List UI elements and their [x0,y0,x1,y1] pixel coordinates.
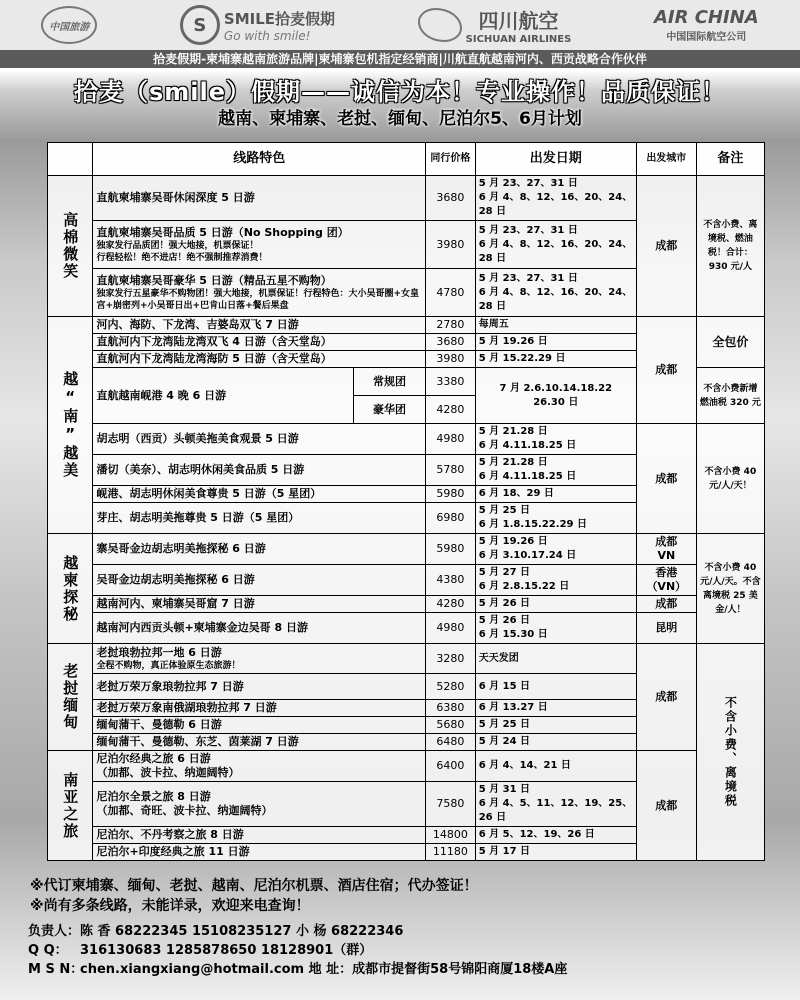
route-cell [93,455,426,486]
china-tourism-logo [41,6,97,44]
air-china-logo [654,7,759,43]
route-cell [93,751,426,782]
price-cell: 6400 [426,751,476,782]
remark-cell: 全包价 [696,317,764,368]
route-cell [93,717,426,734]
smile-s-icon: S [180,5,220,45]
region-khmer: 高棉微笑 [48,176,93,317]
header-remark: 备注 [696,143,764,176]
table-row [48,424,765,455]
dates-cell: 5 月 23、27、31 日 6 月 4、8、12、16、20、24、28 日 [475,221,636,269]
contact-msn-label: M S N： [28,962,84,977]
dates-cell: 6 月 18、29 日 [475,486,636,503]
table-row [48,176,765,221]
dates-cell: 5 月 21.28 日 6 月 4.11.18.25 日 [475,455,636,486]
dates-cell: 7 月 2.6.10.14.18.22 26.30 日 [475,368,636,424]
tier-cell: 豪华团 [353,396,425,424]
price-cell: 5980 [426,534,476,565]
route-cell [93,844,426,861]
price-cell: 4980 [426,424,476,455]
route-name: 直航越南岘港 4 晚 6 日游 [96,388,227,402]
dates-cell: 5 月 25 日 [475,717,636,734]
route-cell [93,317,426,334]
dates-cell: 5 月 25 日 6 月 1.8.15.22.29 日 [475,503,636,534]
air-china-cn: 中国国际航空公司 [666,32,747,43]
city-cell: 成都 [636,424,696,534]
price-cell: 5780 [426,455,476,486]
sichuan-airlines-bird-icon [418,8,462,42]
route-cell [93,269,426,317]
price-cell: 14800 [426,827,476,844]
contact-qq-label: Q Q： [28,943,68,958]
route-name: 寨吴哥金边胡志明美拖探秘 6 日游 [96,542,266,555]
sichuan-airlines-name: 四川航空 [478,9,559,33]
route-name: 老挝万荣万象琅勃拉邦 7 日游 [96,679,244,693]
route-note: 全程不购物，真正体验原生态旅游！ [96,660,241,671]
dates-cell: 每周五 [475,317,636,334]
price-cell: 4380 [426,565,476,596]
route-cell [93,503,426,534]
table-row [48,565,765,596]
dates-cell: 5 月 26 日 6 月 15.30 日 [475,613,636,644]
city-cell: 成都 [636,751,696,861]
route-name: 潘切（美奈）、胡志明休闲美食品质 5 日游 [96,463,305,476]
dates-cell: 5 月 19.26 日 6 月 3.10.17.24 日 [475,534,636,565]
header-region [48,143,93,176]
table-row [48,534,765,565]
remark-cell: 不含小费新增燃油税 320 元 [696,368,764,424]
tier-cell: 常规团 [353,368,425,396]
headline: 拾麦（smile）假期——诚信为本！专业操作！品质保证！ [73,78,727,106]
city-cell: 成都 [636,176,696,317]
partner-bar: 拾麦假期-柬埔寨越南旅游品牌|柬埔寨包机指定经销商|川航直航越南河内、西贡战略合作伙伴 [0,50,800,68]
contact-block [28,922,798,979]
price-cell: 4280 [426,396,476,424]
route-cell [93,700,426,717]
city-cell: 成都 [636,596,696,613]
table-row [48,644,765,674]
route-name: 老挝万荣万象南俄湖琅勃拉邦 7 日游 [96,701,277,714]
smile-holiday-name: SMILE拾麦假期 [223,9,336,28]
footer-line-1: ※代订柬埔寨、缅甸、老挝、越南、尼泊尔机票、酒店住宿；代办签证！ [30,878,478,894]
dates-cell: 6 月 4、14、21 日 [475,751,636,782]
route-name: 越南河内、柬埔寨吴哥窟 7 日游 [96,597,255,610]
price-cell: 3680 [426,176,476,221]
dates-cell: 5 月 27 日 6 月 2.8.15.22 日 [475,565,636,596]
subheadline: 越南、柬埔寨、老挝、缅甸、尼泊尔5、6月计划 [218,109,582,129]
price-cell: 3980 [426,351,476,368]
city-cell: 成都 VN [636,534,696,565]
contact-msn-row [28,960,798,979]
route-name: 尼泊尔全景之旅 8 日游 （加都、奇旺、波卡拉、纳迦阔特） [96,790,273,817]
price-cell: 4780 [426,269,476,317]
header-route: 线路特色 [93,143,426,176]
price-cell: 5680 [426,717,476,734]
route-name: 缅甸蒲干、曼德勒、东芝、茵莱湖 7 日游 [96,735,299,748]
dates-cell: 5 月 23、27、31 日 6 月 4、8、12、16、20、24、28 日 [475,269,636,317]
air-china-name: AIR CHINA [653,7,759,28]
region-vn-kh: 越柬探秘 [48,534,93,644]
remark-cell: 不含小费 40 元/人/天！ [696,424,764,534]
route-name: 缅甸蒲干、曼德勒 6 日游 [96,718,222,731]
price-cell: 3680 [426,334,476,351]
header-dates: 出发日期 [475,143,636,176]
route-cell [93,534,426,565]
sichuan-airlines-en: SICHUAN AIRLINES [465,34,572,45]
city-cell: 昆明 [636,613,696,644]
price-cell: 5980 [426,486,476,503]
route-name: 直航柬埔寨吴哥休闲深度 5 日游 [96,191,255,204]
route-cell [93,674,426,700]
route-name: 直航柬埔寨吴哥豪华 5 日游（精品五星不购物） [96,273,332,287]
route-cell [93,221,426,269]
route-name: 直航柬埔寨吴哥品质 5 日游（No Shopping 团） [96,225,349,239]
route-name: 直航河内下龙湾陆龙湾海防 5 日游（含天堂岛） [96,352,332,365]
price-cell: 7580 [426,782,476,827]
table-row [48,751,765,782]
contact-person-row [28,922,798,941]
price-cell: 6480 [426,734,476,751]
smile-holiday-tagline: Go with smile! [223,28,311,43]
price-cell: 6980 [426,503,476,534]
route-name: 尼泊尔、不丹考察之旅 8 日游 [96,828,244,841]
contact-qq-value: 316130683 1285878650 18128901（群） [80,943,373,958]
route-cell [93,334,426,351]
city-cell: 成都 [636,644,696,751]
contact-qq-row [28,941,798,960]
footer-line-2: ※尚有多条线路，未能详录，欢迎来电查询！ [30,898,310,914]
route-name: 越南河内西贡头顿+柬埔寨金边吴哥 8 日游 [96,621,308,634]
city-cell: 成都 [636,317,696,424]
header-city: 出发城市 [636,143,696,176]
dates-cell: 5 月 26 日 [475,596,636,613]
dates-cell: 天天发团 [475,644,636,674]
contact-msn-value: chen.xiangxiang@hotmail.com 地 址：成都市提督街58号锦阳商厦18楼A座 [80,962,568,977]
china-tourism-logo-icon: 中国旅游 [41,6,97,44]
tour-table [47,142,765,861]
dates-cell: 5 月 21.28 日 6 月 4.11.18.25 日 [475,424,636,455]
dates-cell: 6 月 15 日 [475,674,636,700]
table-row [48,613,765,644]
dates-cell: 5 月 19.26 日 [475,334,636,351]
header-price: 同行价格 [426,143,476,176]
route-name: 直航河内下龙湾陆龙湾双飞 4 日游（含天堂岛） [96,335,332,348]
dates-cell: 6 月 13.27 日 [475,700,636,717]
price-cell: 3380 [426,368,476,396]
route-name: 芽庄、胡志明美拖尊贵 5 日游（5 星团） [96,511,300,524]
route-name: 老挝琅勃拉邦一地 6 日游 [96,645,222,659]
route-name: 尼泊尔经典之旅 6 日游 （加都、波卡拉、纳迦阔特） [96,752,240,779]
table-row [48,317,765,334]
dates-cell: 5 月 15.22.29 日 [475,351,636,368]
route-cell [93,368,353,424]
sichuan-airlines-logo [418,5,572,45]
table-header-row [48,143,765,176]
price-cell: 6380 [426,700,476,717]
remark-cell: 不含小费、离境税、燃油税！合计：930 元/人 [696,176,764,317]
route-name: 岘港、胡志明休闲美食尊贵 5 日游（5 星团） [96,487,322,500]
route-cell [93,176,426,221]
contact-person-value: 陈 香 68222345 15108235127 小 杨 68222346 [80,924,404,939]
region-south-asia: 南亚之旅 [48,751,93,861]
route-cell [93,827,426,844]
smile-holiday-logo [180,5,335,45]
dates-cell: 5 月 24 日 [475,734,636,751]
price-cell: 3280 [426,644,476,674]
price-cell: 4280 [426,596,476,613]
logo-bar [0,0,800,51]
route-name: 尼泊尔+印度经典之旅 11 日游 [96,845,250,858]
dates-cell: 5 月 23、27、31 日 6 月 4、8、12、16、20、24、28 日 [475,176,636,221]
route-note: 独家发行品质团！强大地接，机票保证！ 行程轻松！绝不进店！绝不强制推荐消费！ [96,240,268,263]
price-cell: 3980 [426,221,476,269]
route-cell [93,644,426,674]
route-cell [93,782,426,827]
dates-cell: 6 月 5、12、19、26 日 [475,827,636,844]
dates-cell: 5 月 31 日 6 月 4、5、11、12、19、25、26 日 [475,782,636,827]
route-cell [93,596,426,613]
route-cell [93,486,426,503]
route-cell [93,734,426,751]
route-name: 吴哥金边胡志明美拖探秘 6 日游 [96,573,255,586]
contact-person-label: 负责人： [28,924,81,939]
route-cell [93,424,426,455]
route-cell [93,613,426,644]
price-cell: 4980 [426,613,476,644]
region-laos-myanmar: 老挝缅甸 [48,644,93,751]
route-name: 胡志明（西贡）头顿美拖美食观景 5 日游 [96,432,299,445]
route-note: 独家发行五星豪华不购物团！强大地接，机票保证！行程特色：大小吴哥圈+女皇宫+崩密列+小吴哥日出+巴肯山日落+餐后果盘 [96,288,419,311]
footer-notes [30,876,790,916]
route-cell [93,351,426,368]
remark-cell: 不含小费、离境税 [696,644,764,861]
price-cell: 11180 [426,844,476,861]
route-cell [93,565,426,596]
price-cell: 2780 [426,317,476,334]
city-cell: 香港 （VN） [636,565,696,596]
route-name: 河内、海防、下龙湾、吉婆岛双飞 7 日游 [96,318,299,331]
table-row [48,596,765,613]
price-cell: 5280 [426,674,476,700]
region-vietnam: 越“南”越美 [48,317,93,534]
dates-cell: 5 月 17 日 [475,844,636,861]
remark-cell: 不含小费 40 元/人/天。不含离境税 25 美金/人！ [696,534,764,644]
